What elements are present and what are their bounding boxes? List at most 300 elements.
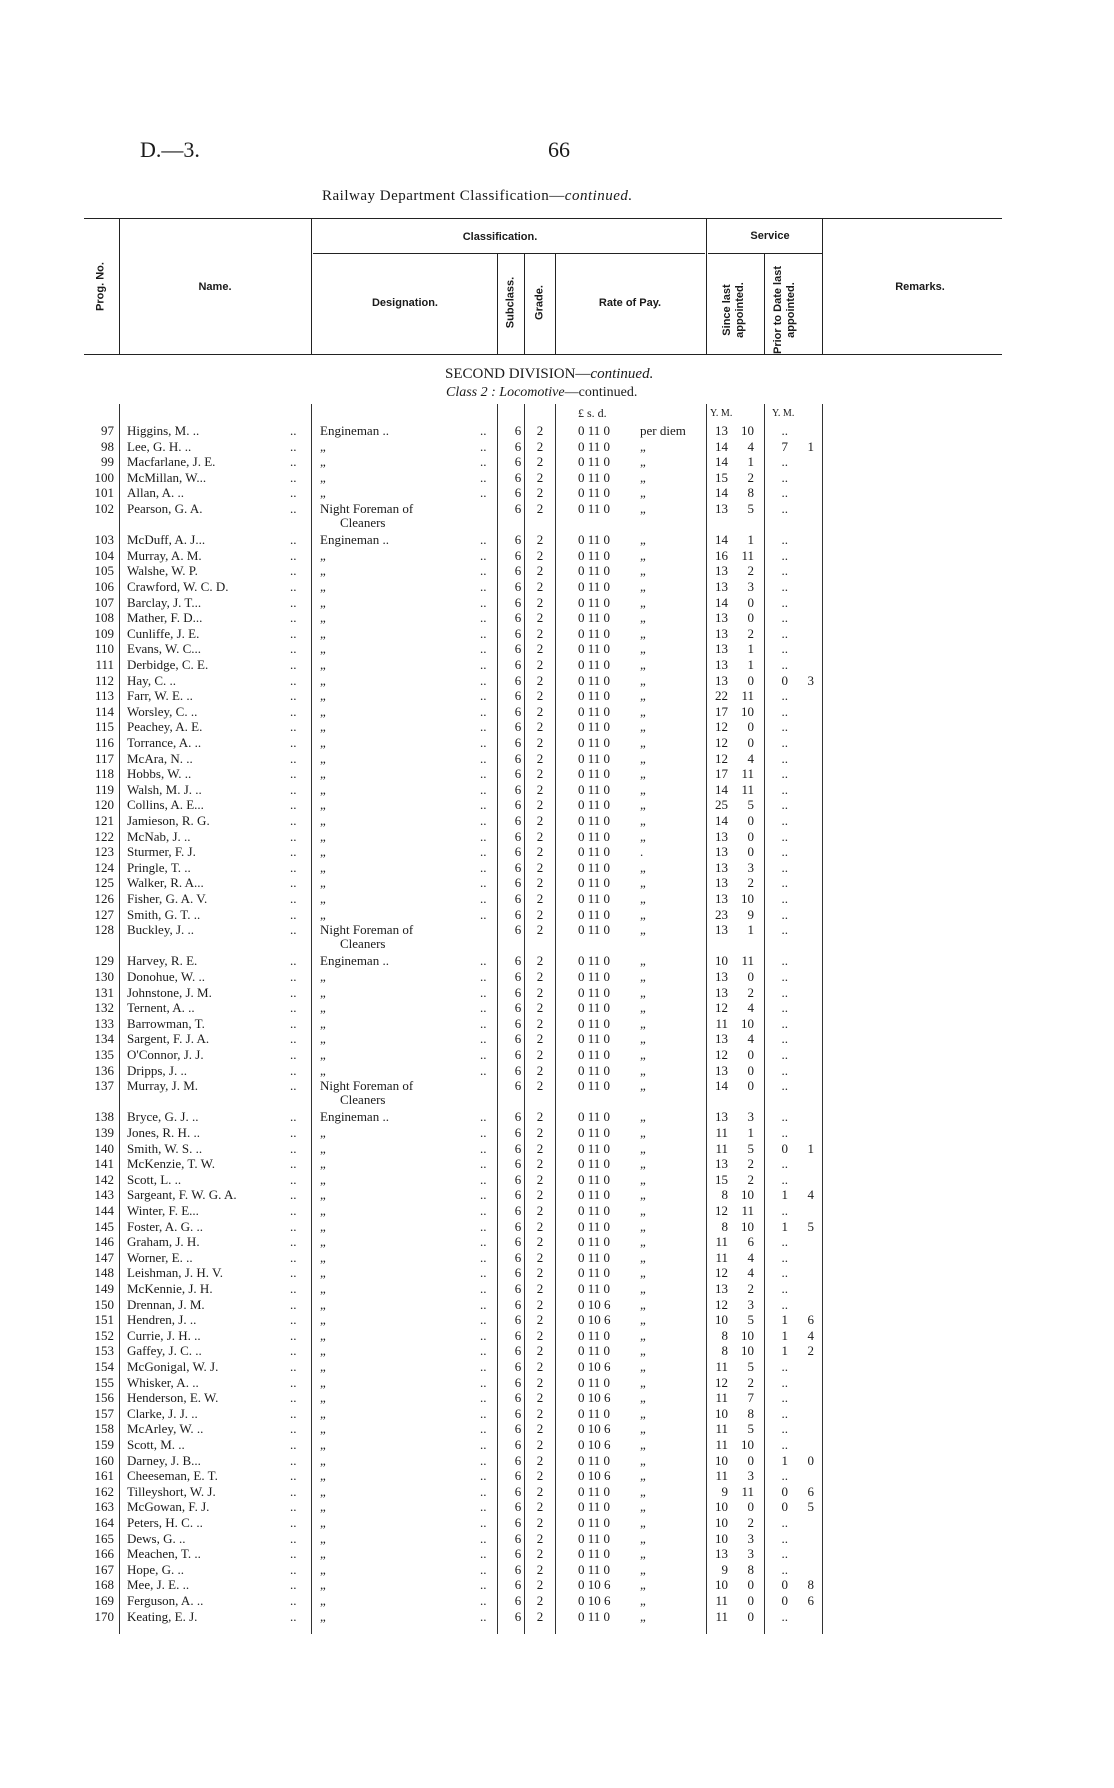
page-title [322, 188, 633, 205]
table-row [0, 1593, 1114, 1609]
since-years: 13 [715, 1109, 728, 1125]
grade: 2 [536, 1047, 544, 1062]
prior-months: 0 [807, 1452, 814, 1468]
leader-dots: .. [480, 1234, 487, 1250]
leader-dots: .. [290, 1015, 297, 1031]
table-row [0, 1546, 1114, 1562]
designation: Engineman .. [320, 532, 389, 548]
leader-dots: .. [480, 1156, 487, 1172]
staff-name: Hope, G. .. [127, 1561, 185, 1577]
prog-no: 124 [94, 859, 114, 875]
since-years: 13 [715, 828, 728, 844]
since-months: 3 [747, 859, 754, 875]
subclass: 6 [514, 1031, 522, 1047]
pay-period: „ [640, 1218, 646, 1234]
rate-of-pay: 0 11 0 [578, 1000, 611, 1016]
rate-of-pay: 0 11 0 [578, 1405, 611, 1421]
designation: „ [320, 1281, 326, 1296]
designation: „ [320, 1608, 326, 1624]
grade: 2 [536, 969, 544, 984]
prior-years: .. [781, 657, 788, 672]
designation: „ [320, 797, 326, 813]
pay-period: „ [640, 657, 646, 672]
pay-period: „ [640, 1171, 646, 1187]
designation: „ [320, 1062, 326, 1078]
table-row [0, 1343, 1114, 1359]
since-months: 5 [747, 1312, 754, 1328]
prog-no: 151 [94, 1312, 114, 1328]
since-years: 11 [715, 1359, 728, 1374]
grade: 2 [536, 1374, 544, 1390]
leader-dots: .. [480, 813, 487, 828]
pay-period: „ [640, 438, 646, 454]
grade: 2 [536, 423, 544, 438]
pay-period: „ [640, 1265, 646, 1281]
leader-dots: .. [290, 469, 297, 485]
designation: „ [320, 454, 326, 470]
table-row-continuation [0, 515, 1114, 531]
prior-years: .. [781, 797, 788, 813]
staff-name: Higgins, M. .. [127, 423, 200, 438]
leader-dots: .. [290, 563, 297, 579]
prog-no: 118 [94, 766, 114, 782]
pay-period: „ [640, 1327, 646, 1343]
rate-of-pay: 0 11 0 [578, 750, 611, 766]
since-unit: Y. M. [710, 408, 733, 419]
pay-period: „ [640, 454, 646, 470]
table-row [0, 1359, 1114, 1375]
subclass: 6 [514, 766, 522, 782]
leader-dots: .. [290, 735, 297, 750]
title-main: Railway Department Classification— [322, 188, 565, 204]
since-years: 11 [715, 1421, 728, 1437]
leader-dots: .. [290, 1437, 297, 1452]
leader-dots: .. [290, 641, 297, 657]
leader-dots: .. [290, 797, 297, 813]
grade: 2 [536, 1312, 544, 1328]
staff-name: McAra, N. .. [127, 750, 193, 766]
prog-no: 136 [94, 1062, 114, 1078]
staff-name: Johnstone, J. M. [127, 984, 212, 1000]
prog-no: 125 [94, 875, 114, 891]
prior-years: .. [781, 703, 788, 719]
pay-period: „ [640, 906, 646, 922]
since-months: 5 [747, 1140, 754, 1156]
leader-dots: .. [290, 1109, 297, 1125]
table-row [0, 1000, 1114, 1016]
staff-name: Foster, A. G. .. [127, 1218, 204, 1234]
prog-no: 137 [94, 1078, 114, 1094]
leader-dots: .. [290, 922, 297, 938]
designation: „ [320, 1187, 326, 1203]
prog-no: 153 [94, 1343, 114, 1359]
subclass: 6 [514, 1125, 522, 1140]
pay-period: „ [640, 547, 646, 563]
subclass: 6 [514, 1156, 522, 1172]
table-row [0, 735, 1114, 751]
leader-dots: .. [290, 1546, 297, 1562]
grade: 2 [536, 594, 544, 610]
pay-period: „ [640, 1078, 646, 1094]
rate-of-pay: 0 11 0 [578, 1218, 611, 1234]
staff-name: McNab, J. .. [127, 828, 191, 844]
rate-of-pay: 0 11 0 [578, 828, 611, 844]
leader-dots: .. [480, 797, 487, 813]
leader-dots: .. [290, 750, 297, 766]
prior-years: .. [781, 1530, 788, 1546]
leader-dots: .. [290, 766, 297, 782]
grade: 2 [536, 1577, 544, 1593]
staff-name: Buckley, J. .. [127, 922, 195, 938]
subclass: 6 [514, 828, 522, 844]
prior-months: 6 [807, 1593, 814, 1608]
subclass: 6 [514, 1421, 522, 1437]
since-months: 0 [747, 844, 754, 860]
leader-dots: .. [290, 1156, 297, 1172]
since-years: 13 [715, 922, 728, 938]
prog-no: 167 [94, 1561, 114, 1577]
rate-of-pay: 0 11 0 [578, 672, 611, 688]
leader-dots: .. [480, 781, 487, 797]
prog-no: 113 [94, 688, 114, 704]
since-years: 14 [715, 438, 728, 454]
designation: „ [320, 735, 326, 750]
leader-dots: .. [290, 438, 297, 454]
designation: „ [320, 1405, 326, 1421]
rate-of-pay: 0 11 0 [578, 454, 611, 470]
since-months: 0 [747, 1078, 754, 1094]
since-years: 22 [715, 688, 728, 704]
since-years: 25 [715, 797, 728, 813]
leader-dots: .. [290, 1249, 297, 1265]
designation: „ [320, 469, 326, 485]
col-remarks: Remarks. [895, 281, 945, 293]
rate-of-pay: 0 11 0 [578, 719, 611, 735]
prog-no: 103 [94, 532, 114, 548]
rate-of-pay: 0 11 0 [578, 1343, 611, 1359]
prog-no: 150 [94, 1296, 114, 1312]
prior-years: .. [781, 1468, 788, 1484]
table-row-continuation [0, 936, 1114, 952]
since-years: 10 [715, 1577, 728, 1593]
leader-dots: .. [480, 579, 487, 594]
col-prior-to-date: Prior to Date last appointed. [772, 265, 797, 355]
since-years: 13 [715, 859, 728, 875]
since-months: 10 [741, 1015, 754, 1031]
leader-dots: .. [290, 594, 297, 610]
grade: 2 [536, 875, 544, 891]
subclass: 6 [514, 532, 522, 548]
since-months: 1 [747, 1125, 754, 1140]
table-row [0, 626, 1114, 642]
designation: „ [320, 1483, 326, 1499]
leader-dots: .. [290, 1593, 297, 1608]
prior-months: 2 [807, 1343, 814, 1359]
leader-dots: .. [290, 984, 297, 1000]
table-row [0, 641, 1114, 657]
prog-no: 107 [94, 594, 114, 610]
prior-years: 0 [781, 1577, 788, 1593]
leader-dots: .. [480, 1249, 487, 1265]
leader-dots: .. [480, 1577, 487, 1593]
since-years: 10 [715, 953, 728, 969]
pay-period: „ [640, 532, 646, 548]
designation: „ [320, 1374, 326, 1390]
prog-no: 165 [94, 1530, 114, 1546]
leader-dots: .. [480, 719, 487, 735]
subclass: 6 [514, 953, 522, 969]
prog-no: 99 [101, 454, 114, 470]
grade: 2 [536, 953, 544, 969]
leader-dots: .. [290, 625, 297, 641]
designation: „ [320, 1140, 326, 1156]
since-months: 7 [747, 1390, 754, 1406]
leader-dots: .. [480, 891, 487, 906]
pay-period: „ [640, 735, 646, 750]
designation: „ [320, 1499, 326, 1515]
rate-of-pay: 0 11 0 [578, 813, 611, 828]
designation: „ [320, 1327, 326, 1343]
leader-dots: .. [480, 1296, 487, 1312]
table-row [0, 548, 1114, 564]
prog-no: 154 [94, 1359, 114, 1374]
leader-dots: .. [290, 1468, 297, 1484]
rate-of-pay: 0 11 0 [578, 766, 611, 782]
designation: Night Foreman of [320, 501, 414, 516]
class-heading [446, 385, 637, 401]
pay-period: „ [640, 1343, 646, 1359]
subclass: 6 [514, 1140, 522, 1156]
page-number: 66 [548, 137, 570, 162]
prior-years: .. [781, 454, 788, 470]
prog-no: 133 [94, 1015, 114, 1031]
subclass: 6 [514, 625, 522, 641]
prior-years: .. [781, 1125, 788, 1140]
pay-period: „ [640, 1000, 646, 1016]
since-months: 0 [747, 969, 754, 984]
leader-dots: .. [480, 625, 487, 641]
prog-no: 169 [94, 1593, 114, 1608]
since-months: 2 [747, 1171, 754, 1187]
pay-period: „ [640, 781, 646, 797]
designation: „ [320, 1203, 326, 1218]
leader-dots: .. [290, 1515, 297, 1530]
subclass: 6 [514, 1171, 522, 1187]
designation: „ [320, 813, 326, 828]
pay-period: per diem [640, 423, 686, 438]
prior-years: .. [781, 969, 788, 984]
designation: „ [320, 1015, 326, 1031]
leader-dots: .. [290, 1000, 297, 1016]
since-years: 10 [715, 1452, 728, 1468]
rate-of-pay: 0 10 6 [578, 1296, 611, 1312]
rate-of-pay: 0 11 0 [578, 1171, 611, 1187]
leader-dots: .. [480, 1483, 487, 1499]
since-months: 0 [747, 1062, 754, 1078]
subclass: 6 [514, 1452, 522, 1468]
prior-years: .. [781, 1421, 788, 1437]
prior-years: .. [781, 813, 788, 828]
prior-years: .. [781, 1561, 788, 1577]
leader-dots: .. [480, 610, 487, 626]
table-row [0, 844, 1114, 860]
pay-period: „ [640, 501, 646, 516]
leader-dots: .. [290, 454, 297, 470]
leader-dots: .. [290, 1374, 297, 1390]
since-years: 14 [715, 813, 728, 828]
pay-period: „ [640, 610, 646, 626]
subclass: 6 [514, 1483, 522, 1499]
subclass: 6 [514, 813, 522, 828]
rate-of-pay: 0 11 0 [578, 735, 611, 750]
col-rate-of-pay: Rate of Pay. [598, 297, 662, 309]
prior-years: .. [781, 828, 788, 844]
pay-period: „ [640, 1156, 646, 1172]
prior-months: 8 [807, 1577, 814, 1593]
table-row [0, 1577, 1114, 1593]
document-reference: D.—3. [140, 137, 200, 162]
prior-years: 1 [781, 1327, 788, 1343]
col-grade: Grade. [533, 285, 546, 320]
prog-no: 104 [94, 547, 114, 563]
leader-dots: .. [480, 1015, 487, 1031]
prior-years: .. [781, 1000, 788, 1016]
grade: 2 [536, 1593, 544, 1608]
staff-name: Tilleyshort, W. J. [127, 1483, 216, 1499]
grade: 2 [536, 657, 544, 672]
rate-of-pay: 0 11 0 [578, 1203, 611, 1218]
grade: 2 [536, 485, 544, 501]
rate-of-pay: 0 11 0 [578, 594, 611, 610]
since-months: 10 [741, 703, 754, 719]
subclass: 6 [514, 1062, 522, 1078]
rate-of-pay: 0 11 0 [578, 984, 611, 1000]
designation: „ [320, 1421, 326, 1437]
table-row [0, 1562, 1114, 1578]
table-row [0, 657, 1114, 673]
rate-of-pay: 0 11 0 [578, 547, 611, 563]
prior-years: .. [781, 1156, 788, 1172]
since-years: 13 [715, 969, 728, 984]
staff-name: Winter, F. E... [127, 1203, 199, 1218]
pay-period: „ [640, 1499, 646, 1515]
leader-dots: .. [480, 1218, 487, 1234]
grade: 2 [536, 1031, 544, 1047]
since-months: 8 [747, 1561, 754, 1577]
staff-name: Barclay, J. T... [127, 594, 202, 610]
prog-no: 144 [94, 1203, 114, 1218]
leader-dots: .. [290, 1499, 297, 1515]
grade: 2 [536, 563, 544, 579]
grade: 2 [536, 844, 544, 860]
since-months: 0 [747, 672, 754, 688]
prior-years: .. [781, 875, 788, 891]
subclass: 6 [514, 1577, 522, 1593]
since-years: 10 [715, 1499, 728, 1515]
pay-unit: £ s. d. [578, 406, 607, 420]
prior-years: .. [781, 579, 788, 594]
designation: „ [320, 1249, 326, 1265]
prog-no: 112 [94, 672, 114, 688]
pay-period: „ [640, 953, 646, 969]
leader-dots: .. [290, 1530, 297, 1546]
prior-years: .. [781, 766, 788, 782]
staff-name: McDuff, A. J... [127, 532, 206, 548]
prog-no: 123 [94, 844, 114, 860]
staff-name: Bryce, G. J. .. [127, 1109, 199, 1125]
since-years: 13 [715, 891, 728, 906]
table-row [0, 1437, 1114, 1453]
prog-no: 139 [94, 1125, 114, 1140]
pay-period: . [640, 844, 644, 860]
since-years: 11 [715, 1234, 728, 1250]
rate-of-pay: 0 11 0 [578, 485, 611, 501]
leader-dots: .. [290, 423, 297, 438]
leader-dots: .. [480, 1561, 487, 1577]
rate-of-pay: 0 10 6 [578, 1593, 611, 1608]
since-years: 13 [715, 984, 728, 1000]
table-row [0, 1250, 1114, 1266]
leader-dots: .. [290, 688, 297, 704]
rate-of-pay: 0 11 0 [578, 1374, 611, 1390]
since-years: 13 [715, 1281, 728, 1296]
since-years: 12 [715, 750, 728, 766]
since-years: 9 [721, 1483, 728, 1499]
prior-years: 1 [781, 1187, 788, 1203]
prog-no: 114 [94, 703, 114, 719]
designation: „ [320, 657, 326, 672]
staff-name: Henderson, E. W. [127, 1390, 219, 1406]
grade: 2 [536, 750, 544, 766]
since-months: 11 [741, 953, 754, 969]
table-row [0, 891, 1114, 907]
leader-dots: .. [290, 781, 297, 797]
staff-name: Cunliffe, J. E. [127, 625, 200, 641]
leader-dots: .. [290, 1171, 297, 1187]
leader-dots: .. [290, 1561, 297, 1577]
designation: „ [320, 1515, 326, 1530]
designation: „ [320, 1577, 326, 1593]
staff-name: McKenzie, T. W. [127, 1156, 215, 1172]
table-row [0, 813, 1114, 829]
since-years: 13 [715, 875, 728, 891]
rate-of-pay: 0 11 0 [578, 1483, 611, 1499]
rate-of-pay: 0 11 0 [578, 1015, 611, 1031]
rate-of-pay: 0 11 0 [578, 1031, 611, 1047]
designation: „ [320, 579, 326, 594]
staff-name: Keating, E. J. [127, 1608, 198, 1624]
subclass: 6 [514, 1530, 522, 1546]
subclass: 6 [514, 1515, 522, 1530]
subclass: 6 [514, 1359, 522, 1374]
prog-no: 168 [94, 1577, 114, 1593]
designation: „ [320, 844, 326, 860]
since-months: 1 [747, 922, 754, 938]
staff-name: Drennan, J. M. [127, 1296, 205, 1312]
subclass: 6 [514, 906, 522, 922]
table-row [0, 1109, 1114, 1125]
prog-no: 162 [94, 1483, 114, 1499]
prior-years: .. [781, 719, 788, 735]
since-years: 13 [715, 1156, 728, 1172]
leader-dots: .. [290, 1312, 297, 1328]
prog-no: 159 [94, 1437, 114, 1452]
subclass: 6 [514, 1234, 522, 1250]
subclass: 6 [514, 719, 522, 735]
since-months: 11 [741, 766, 754, 782]
leader-dots: .. [290, 1047, 297, 1062]
leader-dots: .. [290, 906, 297, 922]
